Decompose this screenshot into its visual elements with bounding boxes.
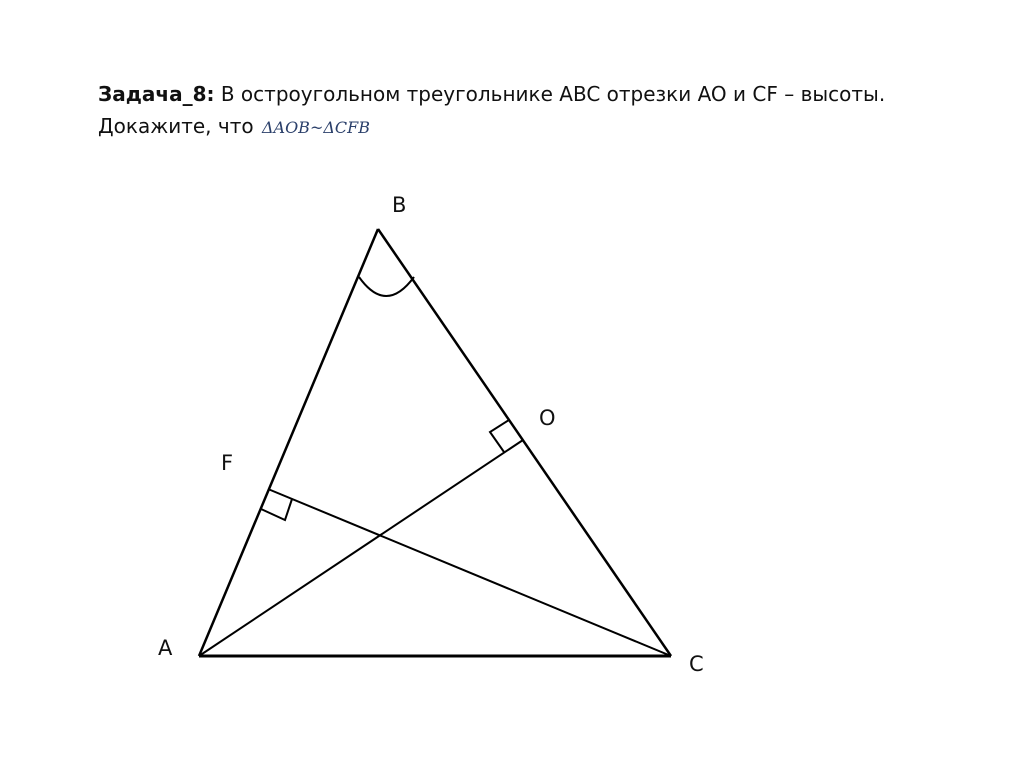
task-heading: Задача_8:	[98, 82, 215, 106]
side-ab	[199, 229, 378, 656]
task-statement: В остроугольном треугольнике ABC отрезки AO и CF – высоты.	[214, 82, 886, 106]
right-angle-mark-f	[261, 499, 292, 520]
similarity-formula: ΔAOB~ΔCFB	[261, 118, 370, 137]
label-b: B	[392, 193, 407, 217]
label-a: A	[158, 636, 173, 660]
label-o: O	[539, 406, 556, 430]
side-bc	[378, 229, 671, 656]
label-c: C	[689, 652, 704, 676]
label-f: F	[221, 451, 234, 475]
prove-prefix: Докажите, что	[98, 114, 260, 138]
angle-arc-b	[359, 277, 414, 296]
right-angle-mark-o	[490, 420, 509, 452]
altitude-cf	[268, 489, 671, 656]
altitude-ao	[199, 440, 523, 656]
